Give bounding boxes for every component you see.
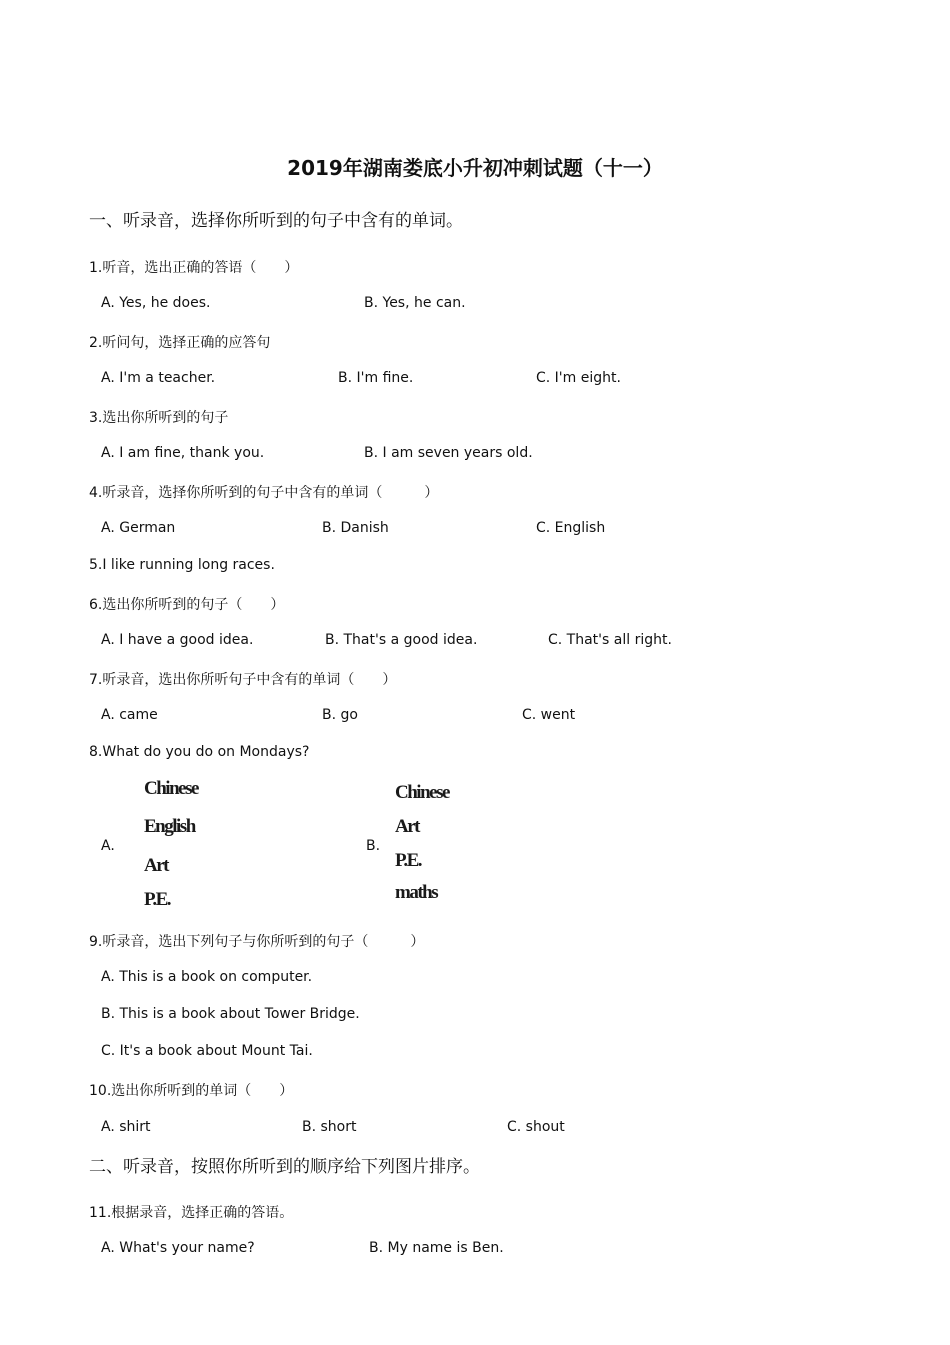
- question-10-option-b: B. short: [302, 1119, 357, 1135]
- schedule-b-subject-2: Art: [395, 816, 419, 837]
- question-11-option-a: A. What's your name?: [101, 1240, 255, 1256]
- schedule-a-subject-3: Art: [144, 855, 168, 876]
- question-2-stem: 2.听问句，选择正确的应答句: [89, 335, 271, 351]
- section-heading-1: 一、听录音，选择你所听到的句子中含有的单词。: [89, 211, 463, 231]
- question-3-option-b: B. I am seven years old.: [364, 445, 533, 461]
- section-heading-2: 二、听录音，按照你所听到的顺序给下列图片排序。: [89, 1157, 480, 1177]
- question-4-option-c: C. English: [536, 520, 606, 536]
- question-3-stem: 3.选出你所听到的句子: [89, 410, 229, 426]
- schedule-a-subject-4: P.E.: [144, 889, 171, 910]
- schedule-b-subject-1: Chinese: [395, 782, 449, 803]
- question-6-option-b: B. That's a good idea.: [325, 632, 478, 648]
- question-2-option-c: C. I'm eight.: [536, 370, 621, 386]
- question-11-option-b: B. My name is Ben.: [369, 1240, 504, 1256]
- schedule-a-subject-2: English: [144, 816, 195, 837]
- question-9-stem: 9.听录音，选出下列句子与你所听到的句子（ ）: [89, 934, 425, 950]
- question-9-option-c: C. It's a book about Mount Tai.: [101, 1043, 313, 1059]
- question-6-stem: 6.选出你所听到的句子（ ）: [89, 597, 285, 613]
- question-10-option-c: C. shout: [507, 1119, 565, 1135]
- question-7-option-c: C. went: [522, 707, 576, 723]
- question-1-option-b: B. Yes, he can.: [364, 295, 466, 311]
- question-10-option-a: A. shirt: [101, 1119, 151, 1135]
- question-8-stem: 8.What do you do on Mondays?: [89, 744, 310, 760]
- question-8-option-a-label: A.: [101, 838, 115, 854]
- question-2-option-a: A. I'm a teacher.: [101, 370, 216, 386]
- question-4-option-a: A. German: [101, 520, 176, 536]
- question-7-option-a: A. came: [101, 707, 158, 723]
- schedule-b-subject-3: P.E.: [395, 850, 422, 871]
- question-6-option-a: A. I have a good idea.: [101, 632, 254, 648]
- page-title: 2019年湖南娄底小升初冲刺试题（十一）: [287, 156, 663, 180]
- question-9-option-a: A. This is a book on computer.: [101, 969, 313, 985]
- question-4-stem: 4.听录音，选择你所听到的句子中含有的单词（ ）: [89, 485, 439, 501]
- question-11-stem: 11.根据录音，选择正确的答语。: [89, 1205, 294, 1221]
- schedule-b-subject-4: maths: [395, 882, 438, 903]
- question-4-option-b: B. Danish: [322, 520, 389, 536]
- question-9-option-b: B. This is a book about Tower Bridge.: [101, 1006, 360, 1022]
- question-7-option-b: B. go: [322, 707, 358, 723]
- question-1-stem: 1.听音，选出正确的答语（ ）: [89, 260, 299, 276]
- question-5-stem: 5.I like running long races.: [89, 557, 275, 573]
- question-7-stem: 7.听录音，选出你所听句子中含有的单词（ ）: [89, 672, 397, 688]
- question-10-stem: 10.选出你所听到的单词（ ）: [89, 1083, 294, 1099]
- question-8-option-b-label: B.: [366, 838, 381, 854]
- schedule-a-subject-1: Chinese: [144, 778, 198, 799]
- question-1-option-a: A. Yes, he does.: [101, 295, 211, 311]
- question-3-option-a: A. I am fine, thank you.: [101, 445, 265, 461]
- question-2-option-b: B. I'm fine.: [338, 370, 414, 386]
- question-6-option-c: C. That's all right.: [548, 632, 672, 648]
